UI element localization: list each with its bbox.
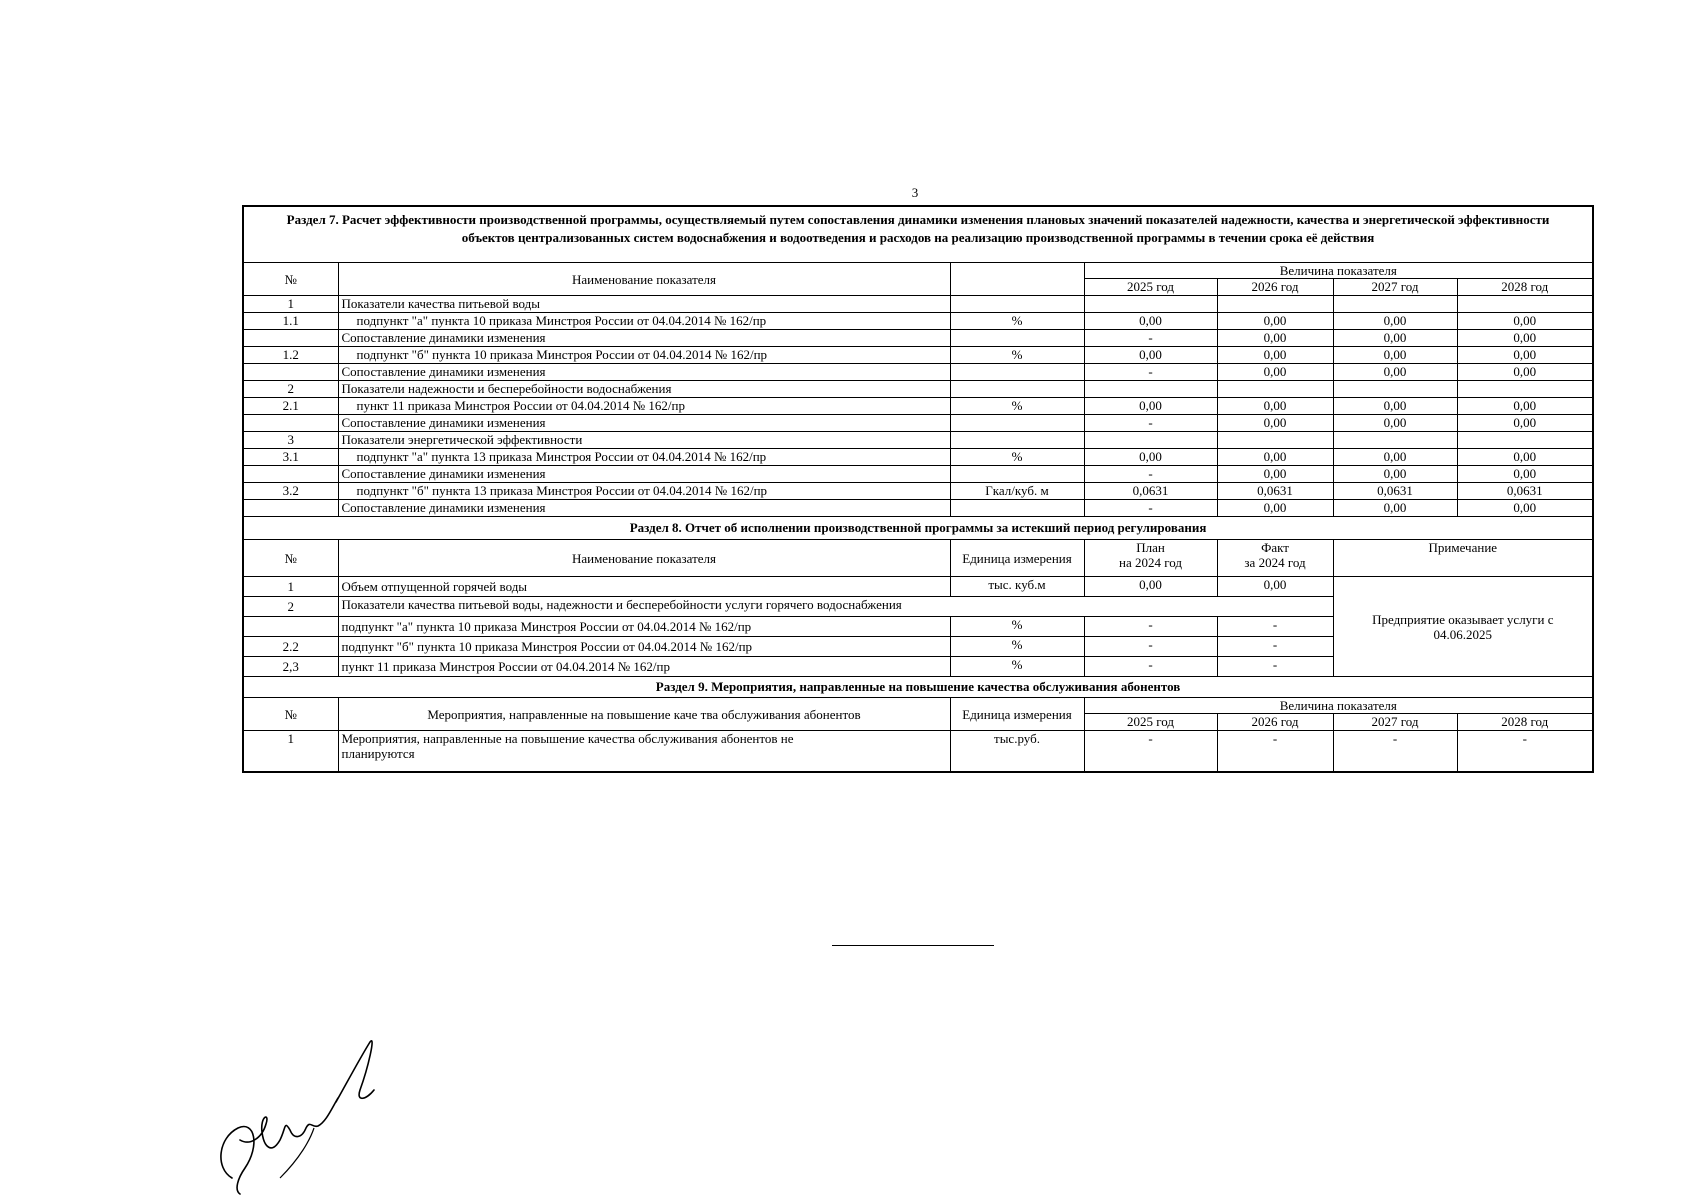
row-number [243, 617, 338, 637]
value-2027: 0,00 [1333, 330, 1457, 347]
value-2027: 0,00 [1333, 415, 1457, 432]
row-number: 2.1 [243, 398, 338, 415]
value-2028: 0,00 [1457, 347, 1593, 364]
indicator-name: Показатели энергетической эффективности [338, 432, 950, 449]
value-2025 [1084, 381, 1217, 398]
s8-header-name: Наименование показателя [338, 540, 950, 577]
indicator-name: пункт 11 приказа Минстроя России от 04.04.2014 № 162/пр [338, 398, 950, 415]
value-2026: 0,00 [1217, 500, 1333, 517]
handwritten-signature [210, 1028, 400, 1198]
unit: % [950, 657, 1084, 677]
fact-value: - [1217, 637, 1333, 657]
row-number: 2,3 [243, 657, 338, 677]
value-2027: 0,00 [1333, 398, 1457, 415]
row-number: 3.1 [243, 449, 338, 466]
s7-header-num: № [243, 263, 338, 296]
s7-table-row [243, 381, 1593, 398]
note-text: Предприятие оказывает услуги с 04.06.2025 [1333, 577, 1593, 677]
s8-header-plan: План на 2024 год [1084, 540, 1217, 577]
s7-header-value-group: Величина показателя [1084, 263, 1593, 279]
s9-year-2026: 2026 год [1217, 714, 1333, 731]
row-number: 2 [243, 381, 338, 398]
s9-header-value-group: Величина показателя [1084, 698, 1593, 714]
value-2028 [1457, 432, 1593, 449]
row-number: 3.2 [243, 483, 338, 500]
unit [950, 381, 1084, 398]
unit [950, 500, 1084, 517]
page-number: 3 [911, 185, 919, 200]
indicator-name: Показатели надежности и бесперебойности водоснабжения [338, 381, 950, 398]
value-2025 [1084, 432, 1217, 449]
value-2027 [1333, 432, 1457, 449]
value-2025 [1084, 296, 1217, 313]
value-2025: 0,0631 [1084, 483, 1217, 500]
value-2025: - [1084, 466, 1217, 483]
row-number [243, 466, 338, 483]
indicator-name: подпункт "б" пункта 13 приказа Минстроя России от 04.04.2014 № 162/пр [338, 483, 950, 500]
section9-header-row [243, 698, 1593, 714]
value-2028 [1457, 381, 1593, 398]
s7-table-row [243, 296, 1593, 313]
value-2028: 0,00 [1457, 500, 1593, 517]
s7-header-name: Наименование показателя [338, 263, 950, 296]
indicator-name: Сопоставление динамики изменения [338, 364, 950, 381]
s7-table-row [243, 398, 1593, 415]
indicator-name: Сопоставление динамики изменения [338, 415, 950, 432]
document-table-frame [242, 205, 1592, 773]
fact-value: - [1217, 617, 1333, 637]
value-2025: - [1084, 330, 1217, 347]
row-number: 1 [243, 731, 338, 773]
unit: % [950, 313, 1084, 330]
unit: тыс. куб.м [950, 577, 1084, 597]
value-2028 [1457, 296, 1593, 313]
s7-header-unit [950, 263, 1084, 296]
row-number [243, 500, 338, 517]
s7-year-2027: 2027 год [1333, 279, 1457, 296]
s7-table-row [243, 347, 1593, 364]
value-2027: 0,00 [1333, 500, 1457, 517]
s8-header-unit: Единица измерения [950, 540, 1084, 577]
s9-table-row [243, 731, 1593, 773]
plan-value: - [1084, 637, 1217, 657]
value-2028: 0,00 [1457, 449, 1593, 466]
section8-header-row [243, 540, 1593, 577]
measure-name: Мероприятия, направленные на повышение качества обслуживания абонентов не планируются [338, 731, 950, 773]
plan-value: 0,00 [1084, 577, 1217, 597]
s8-table-row [243, 577, 1593, 597]
s9-year-2027: 2027 год [1333, 714, 1457, 731]
plan-value: - [1084, 617, 1217, 637]
value-2027 [1333, 296, 1457, 313]
indicator-name: Сопоставление динамики изменения [338, 500, 950, 517]
value-2028: 0,0631 [1457, 483, 1593, 500]
value-2027: - [1333, 731, 1457, 773]
unit: % [950, 637, 1084, 657]
s8-header-fact: Факт за 2024 год [1217, 540, 1333, 577]
value-2026: 0,00 [1217, 466, 1333, 483]
value-2028: 0,00 [1457, 364, 1593, 381]
unit: % [950, 347, 1084, 364]
value-2028: - [1457, 731, 1593, 773]
value-2027: 0,00 [1333, 449, 1457, 466]
section7-title-row [243, 206, 1593, 263]
s7-year-2025: 2025 год [1084, 279, 1217, 296]
indicator-name: подпункт "б" пункта 10 приказа Минстроя России от 04.04.2014 № 162/пр [338, 637, 950, 657]
s7-table-row [243, 432, 1593, 449]
s7-table-row [243, 415, 1593, 432]
indicator-name: Показатели качества питьевой воды [338, 296, 950, 313]
value-2027: 0,00 [1333, 364, 1457, 381]
s7-table-row [243, 313, 1593, 330]
row-number [243, 330, 338, 347]
unit [950, 330, 1084, 347]
s7-year-2028: 2028 год [1457, 279, 1593, 296]
value-2028: 0,00 [1457, 313, 1593, 330]
s9-header-name: Мероприятия, направленные на повышение каче тва обслуживания абонентов [338, 698, 950, 731]
s9-year-2028: 2028 год [1457, 714, 1593, 731]
s9-header-num: № [243, 698, 338, 731]
value-2026 [1217, 432, 1333, 449]
value-2028: 0,00 [1457, 466, 1593, 483]
s7-year-2026: 2026 год [1217, 279, 1333, 296]
row-number: 1 [243, 296, 338, 313]
value-2028: 0,00 [1457, 398, 1593, 415]
value-2027: 0,00 [1333, 313, 1457, 330]
value-2026: - [1217, 731, 1333, 773]
s7-table-row [243, 500, 1593, 517]
unit: Гкал/куб. м [950, 483, 1084, 500]
fact-value: 0,00 [1217, 577, 1333, 597]
value-2027: 0,00 [1333, 466, 1457, 483]
value-2026 [1217, 296, 1333, 313]
unit [950, 432, 1084, 449]
unit: % [950, 449, 1084, 466]
value-2025: 0,00 [1084, 449, 1217, 466]
section8-title-row [243, 517, 1593, 540]
value-2026: 0,00 [1217, 449, 1333, 466]
section7-header-row [243, 263, 1593, 279]
unit: тыс.руб. [950, 731, 1084, 773]
value-2025: - [1084, 364, 1217, 381]
value-2025: 0,00 [1084, 313, 1217, 330]
row-number: 1.2 [243, 347, 338, 364]
row-number: 3 [243, 432, 338, 449]
unit: % [950, 398, 1084, 415]
section8-title: Раздел 8. Отчет об исполнении производственной программы за истекший период регулирования [243, 517, 1593, 540]
value-2025: 0,00 [1084, 398, 1217, 415]
footer-rule [832, 945, 994, 946]
value-2026: 0,00 [1217, 415, 1333, 432]
s9-header-unit: Единица измерения [950, 698, 1084, 731]
section7-title: Раздел 7. Расчет эффективности производственной программы, осуществляемый путем сопоставления динамики изменения плановых значений показателей надежности, качества и энергетической эффективности объектов централизованных систем водоснабжения и водоотведения и расходов на реализацию производственной программы в течении срока её действия [243, 206, 1593, 263]
value-2027: 0,00 [1333, 347, 1457, 364]
row-number: 2 [243, 597, 338, 617]
value-2027: 0,0631 [1333, 483, 1457, 500]
s7-table-row [243, 330, 1593, 347]
value-2026: 0,0631 [1217, 483, 1333, 500]
row-number [243, 415, 338, 432]
report-table [242, 205, 1594, 773]
value-2026: 0,00 [1217, 364, 1333, 381]
row-number: 1.1 [243, 313, 338, 330]
section9-title: Раздел 9. Мероприятия, направленные на повышение качества обслуживания абонентов [243, 677, 1593, 698]
fact-value: - [1217, 657, 1333, 677]
s8-header-num: № [243, 540, 338, 577]
indicator-name: Сопоставление динамики изменения [338, 330, 950, 347]
unit [950, 466, 1084, 483]
unit: % [950, 617, 1084, 637]
s8-header-note: Примечание [1333, 540, 1593, 577]
row-number: 1 [243, 577, 338, 597]
indicator-name: пункт 11 приказа Минстроя России от 04.04.2014 № 162/пр [338, 657, 950, 677]
row-number [243, 364, 338, 381]
value-2028: 0,00 [1457, 415, 1593, 432]
value-2025: - [1084, 500, 1217, 517]
value-2026 [1217, 381, 1333, 398]
unit [950, 296, 1084, 313]
plan-value: - [1084, 657, 1217, 677]
section9-title-row [243, 677, 1593, 698]
s7-table-row [243, 483, 1593, 500]
indicator-name: подпункт "а" пункта 13 приказа Минстроя России от 04.04.2014 № 162/пр [338, 449, 950, 466]
s7-table-row [243, 466, 1593, 483]
indicator-name: Объем отпущенной горячей воды [338, 577, 950, 597]
value-2025: - [1084, 415, 1217, 432]
row-number: 2.2 [243, 637, 338, 657]
indicator-name: подпункт "а" пункта 10 приказа Минстроя России от 04.04.2014 № 162/пр [338, 617, 950, 637]
value-2028: 0,00 [1457, 330, 1593, 347]
indicator-name: подпункт "б" пункта 10 приказа Минстроя России от 04.04.2014 № 162/пр [338, 347, 950, 364]
indicator-name: подпункт "а" пункта 10 приказа Минстроя России от 04.04.2014 № 162/пр [338, 313, 950, 330]
value-2027 [1333, 381, 1457, 398]
value-2026: 0,00 [1217, 313, 1333, 330]
value-2025: 0,00 [1084, 347, 1217, 364]
unit [950, 364, 1084, 381]
value-2026: 0,00 [1217, 347, 1333, 364]
unit [950, 415, 1084, 432]
s7-table-row [243, 364, 1593, 381]
value-2026: 0,00 [1217, 398, 1333, 415]
indicator-name: Сопоставление динамики изменения [338, 466, 950, 483]
value-2026: 0,00 [1217, 330, 1333, 347]
value-2025: - [1084, 731, 1217, 773]
s9-year-2025: 2025 год [1084, 714, 1217, 731]
s7-table-row [243, 449, 1593, 466]
indicator-name: Показатели качества питьевой воды, надежности и бесперебойности услуги горячего водоснабжения [338, 597, 1333, 617]
